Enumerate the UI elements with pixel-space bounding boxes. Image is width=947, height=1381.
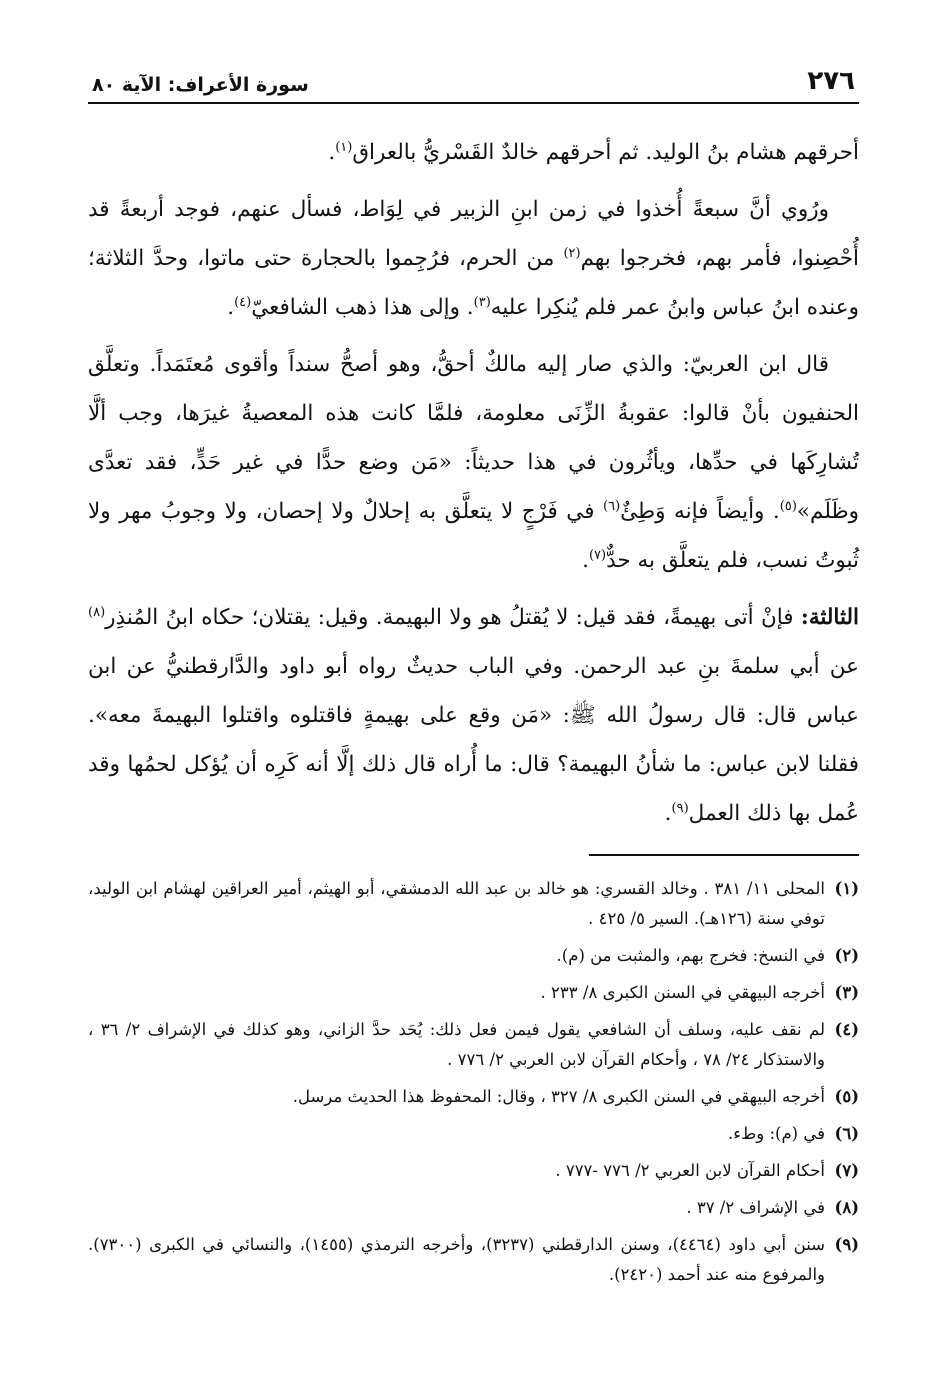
text-run: . وإلى هذا ذهب الشافعيّ xyxy=(251,295,474,320)
footnote xyxy=(88,1230,859,1290)
footnote-number: (٩) xyxy=(834,1235,859,1254)
text-run: . وأيضاً فإنه وَطِئٌ xyxy=(620,499,780,524)
footnote-number: (٨) xyxy=(834,1198,859,1217)
footnote-ref: (٧) xyxy=(588,547,607,563)
footnote-ref: (١) xyxy=(335,139,353,155)
footnote xyxy=(88,1082,859,1112)
footnote-text: أحكام القرآن لابن العربي ٢/ ٧٧٦ -٧٧٧ . xyxy=(555,1161,825,1180)
text-run: فإنْ أتى بهيمةً، فقد قيل: لا يُقتلُ هو ولا البهيمة. وقيل: يقتلان؛ حكاه ابنُ المُنذِر xyxy=(105,605,801,630)
footnote-text: في النسخ: فخرج بهم، والمثبت من (م). xyxy=(556,946,825,965)
footnote-text: المحلى ١١/ ٣٨١ . وخالد القسري: هو خالد بن عبد الله الدمشقي، أبو الهيثم، أمير العراقين لهشام ابن الوليد، توفي سنة (١٢٦هـ). السير ٥/ ٤٢٥ . xyxy=(88,879,826,928)
paragraph-3 xyxy=(88,340,859,585)
main-text xyxy=(88,128,859,838)
footnote-ref: (٦) xyxy=(603,498,621,514)
footnote-text: في الإشراف ٢/ ٣٧ . xyxy=(686,1198,825,1217)
footnote xyxy=(88,1119,859,1149)
footnote-ref: (٩) xyxy=(671,800,689,816)
footnote-number: (٤) xyxy=(834,1020,859,1039)
footnote-number: (٢) xyxy=(834,946,859,965)
footnote-ref: (٣) xyxy=(473,294,491,310)
text-run: من الحرم، فرُجِموا بالحجارة حتى ماتوا، وحدَّ الثلاثة؛ وعنده ابنُ عباس وابنُ عمر فلم يُنكِرا عليه xyxy=(88,246,859,320)
text-run: قال ابن العربيّ: والذي صار إليه مالكٌ أحقُّ، وهو أصحُّ سنداً وأقوى مُعتَمَداً. وتعلَّق الحنفيون بأنْ قالوا: عقوبةُ الزِّنَى معلومة، فلمَّا كانت هذه المعصيةُ غيرَها، وجب ألَّا تُشارِكَها في حدِّها، ويأثُرون في هذا حديثاً: «مَن وضع حدًّا في غير حَدٍّ، فقد تعدَّى وظَلَم» xyxy=(88,352,859,524)
text-run: في فَرْجٍ لا يتعلَّق به إحلالٌ ولا إحصان، ولا وجوبُ مهر ولا ثُبوتُ نسب، فلم يتعلَّق به حدٌّ xyxy=(88,499,859,573)
footnote-number: (١) xyxy=(834,879,859,898)
running-title: سورة الأعراف: الآية ٨٠ xyxy=(92,74,309,96)
paragraph-4 xyxy=(88,593,859,838)
footnote-ref: (٥) xyxy=(779,498,797,514)
section-lead: الثالثة: xyxy=(800,605,859,630)
text-run: أحرقهم هشام بنُ الوليد. ثم أحرقهم خالدٌ القَسْريُّ بالعراق xyxy=(352,140,859,165)
footnote xyxy=(88,978,859,1008)
footnote-divider xyxy=(589,854,859,856)
text-run: . xyxy=(582,548,589,573)
footnote-ref: (٤) xyxy=(234,294,252,310)
footnote-text: أخرجه البيهقي في السنن الكبرى ٨/ ٣٢٧ ، وقال: المحفوظ هذا الحديث مرسل. xyxy=(292,1087,825,1106)
footnote-number: (٧) xyxy=(834,1161,859,1180)
text-run: عن أبي سلمةَ بنِ عبد الرحمن. وفي الباب حديثٌ رواه أبو داود والدَّارقطنيُّ عن ابن عباس قال: قال رسولُ الله ﷺ: «مَن وقع على بهيمةٍ فاقتلوه واقتلوا البهيمةَ معه». فقلنا لابن عباس: ما شأنُ البهيمة؟ قال: ما أُراه قال ذلك إلَّا أنه كَرِه أن يُؤكل لحمُها وقد عُمل بها ذلك العمل xyxy=(88,654,859,826)
footnote-text: لم نقف عليه، وسلف أن الشافعي يقول فيمن فعل ذلك: يُحَد حدَّ الزاني، وهو كذلك في الإشراف ٢/ ٣٦ ، والاستذكار ٢٤/ ٧٨ ، وأحكام القرآن لابن العربي ٢/ ٧٧٦ . xyxy=(88,1020,825,1069)
footnote-number: (٦) xyxy=(834,1124,859,1143)
text-run: . xyxy=(328,140,336,165)
text-run: ورُوي أنَّ سبعةً أُخذوا في زمن ابنِ الزبير في لِوَاط، فسأل عنهم، فوجد أربعةً قد أُحْصِنوا، فأمر بهم، فخرجوا بهم xyxy=(88,197,860,271)
footnote xyxy=(88,941,859,971)
footnote-text: سنن أبي داود (٤٤٦٤)، وسنن الدارقطني (٣٢٣٧)، وأخرجه الترمذي (١٤٥٥)، والنسائي في الكبرى (٧٣٠٠). والمرفوع منه عند أحمد (٢٤٢٠). xyxy=(88,1235,825,1284)
footnote-number: (٥) xyxy=(834,1087,859,1106)
footnote-number: (٣) xyxy=(834,983,859,1002)
footnote xyxy=(88,1156,859,1186)
running-header xyxy=(88,62,859,104)
footnote-text: أخرجه البيهقي في السنن الكبرى ٨/ ٢٣٣ . xyxy=(540,983,825,1002)
footnotes xyxy=(88,874,859,1290)
footnote xyxy=(88,1193,859,1223)
text-run: . xyxy=(227,295,235,320)
page-number: ٢٧٦ xyxy=(807,66,855,96)
paragraph-1 xyxy=(88,128,859,177)
footnote xyxy=(88,874,859,934)
footnote-text: في (م): وطء. xyxy=(727,1124,825,1143)
footnote-ref: (٢) xyxy=(563,245,581,261)
paragraph-2 xyxy=(88,185,859,332)
footnote xyxy=(88,1015,859,1075)
text-run: . xyxy=(664,801,672,826)
footnote-ref: (٨) xyxy=(88,604,106,620)
